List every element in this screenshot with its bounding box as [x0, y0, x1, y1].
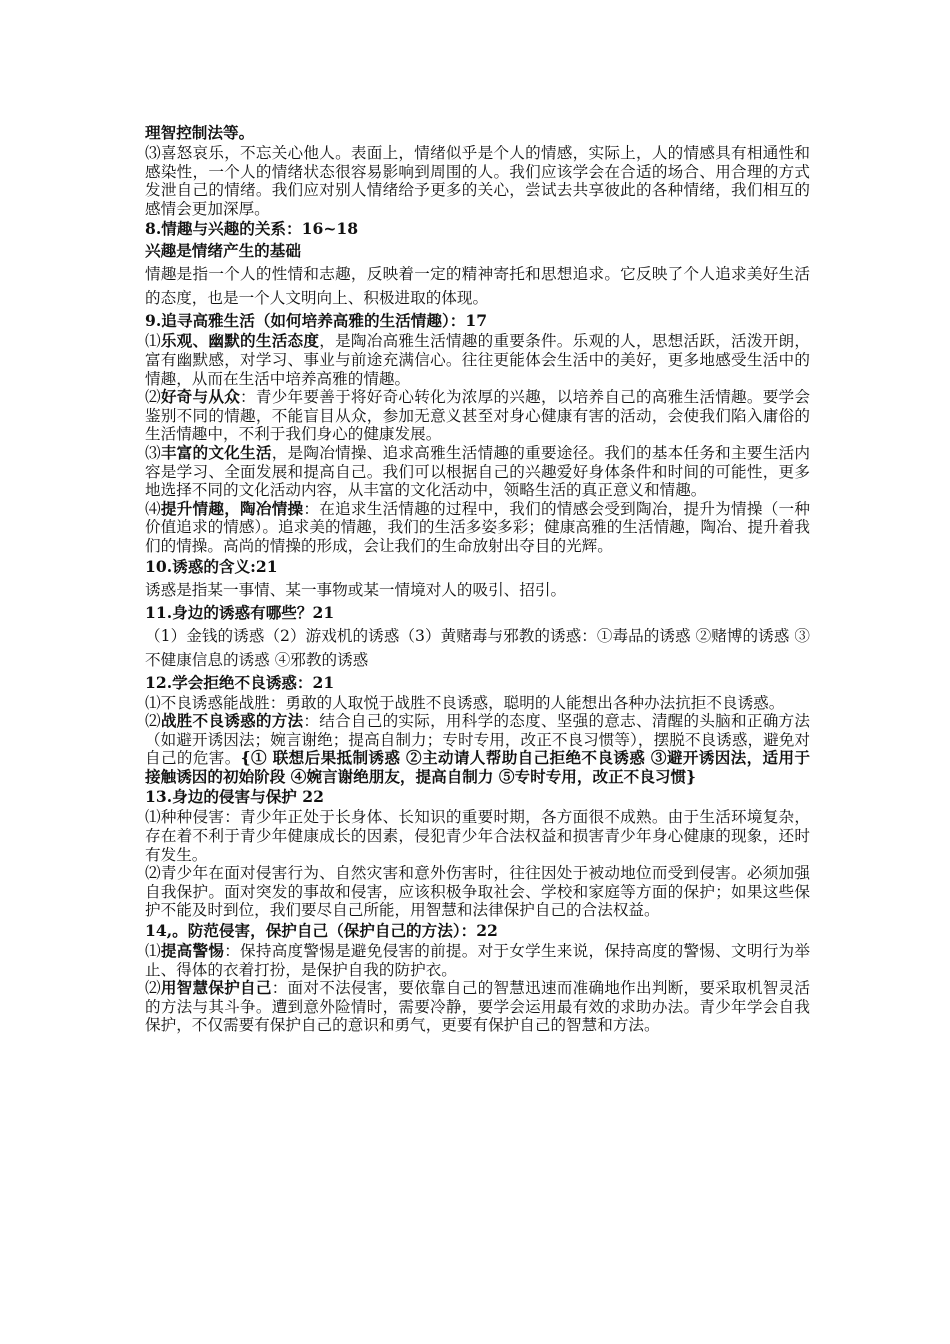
bold-term: 提高警惕	[160, 941, 225, 961]
heading-8: 8.情趣与兴趣的关系：16~18	[145, 219, 359, 239]
list-marker: ⑶	[145, 144, 161, 162]
heading-14: 14,。防范侵害，保护自己（保护自己的方法）：22	[145, 921, 498, 941]
document-page	[145, 118, 810, 1035]
list-marker: ⑵	[145, 712, 161, 731]
bold-term: 用智慧保护自己	[160, 978, 272, 998]
paragraph-10: 诱惑是指某一事情、某一事物或某一情境对人的吸引、招引。	[145, 580, 567, 599]
paragraph-text: ：保持高度警惕是避免侵害的前提。对于女学生来说，保持高度的警惕、文明行为举止、得体的衣着打扮，是保护自我的防护衣。	[145, 942, 810, 979]
bold-term: 战胜不良诱惑的方法	[160, 711, 304, 731]
paragraph-text: ：结合自己的实际，用科学的态度、坚强的意志、清醒的头脑和正确方法（如避开诱因法；婉言谢绝；提高自制力；专时专用，改正不良习惯等），摆脱不良诱惑，避免对自己的危害。	[145, 712, 810, 768]
paragraph-9-4	[145, 500, 810, 556]
bold-term: 乐观、幽默的生活态度	[160, 331, 320, 351]
paragraph-text: 不良诱惑能战胜：勇敢的人取悦于战胜不良诱惑，聪明的人能想出各种办法抗拒不良诱惑。	[160, 693, 785, 712]
paragraph-text: ，是陶冶高雅生活情趣的重要条件。乐观的人，思想活跃，活泼开朗，富有幽默感，对学习、事业与前途充满信心。往往更能体会生活中的美好，更多地感受生活中的情趣，从而在生活中培养高雅的情趣。	[145, 332, 810, 388]
paragraph-7-3	[145, 144, 810, 218]
paragraph-text: ：青少年要善于将好奇心转化为浓厚的兴趣，以培养自己的高雅生活情趣。要学会鉴别不同的情趣，不能盲目从众，参加无意义甚至对身心健康有害的活动，会使我们陷入庸俗的生活情趣中，不利于我们身心的健康发展。	[145, 388, 810, 444]
list-marker: ⑵	[145, 388, 161, 407]
list-marker: ⑴	[145, 808, 161, 827]
list-marker: ⑴	[145, 693, 161, 712]
paragraph-text: ：面对不法侵害，要依靠自己的智慧迅速而准确地作出判断，要采取机智灵活的方法与其斗争。遭到意外险情时，需要冷静，要学会运用最有效的求助办法。青少年学会自我保护，不仅需要有保护自己的意识和勇气，更要有保护自己的智慧和方法。	[145, 979, 810, 1035]
paragraph-9-1	[145, 332, 810, 388]
heading-9: 9.追寻高雅生活（如何培养高雅的生活情趣）：17	[145, 311, 488, 331]
list-marker: ⑶	[145, 443, 161, 462]
paragraph-9-3	[145, 444, 810, 500]
bold-term: 丰富的文化生活	[160, 442, 272, 462]
paragraph-12-2	[145, 712, 810, 786]
list-marker: ⑴	[145, 942, 161, 961]
paragraph-9-2	[145, 388, 810, 444]
list-marker: ⑷	[145, 499, 161, 518]
paragraph-text: 青少年在面对侵害行为、自然灾害和意外伤害时，往往因处于被动地位而受到侵害。必须加强自我保护。面对突发的事故和侵害，应该积极争取社会、学校和家庭等方面的保护；如果这些保护不能及时到位，我们要尽自己所能，用智慧和法律保护自己的合法权益。	[145, 864, 810, 920]
paragraph-13-1	[145, 808, 810, 864]
heading-13: 13.身边的侵害与保护 22	[145, 787, 325, 807]
bold-term: 好奇与从众	[160, 387, 241, 407]
list-marker: ⑴	[145, 332, 161, 351]
paragraph-12-1	[145, 694, 810, 713]
paragraph-text: ，是陶冶情操、追求高雅生活情趣的重要途径。我们的基本任务和主要生活内容是学习、全面发展和提高自己。我们可以根据自己的兴趣爱好身体条件和时间的可能性，更多地选择不同的文化活动内容，从丰富的文化活动中，领略生活的真正意义和情趣。	[145, 443, 810, 500]
paragraph-11: （1）金钱的诱惑（2）游戏机的诱惑（3）黄赌毒与邪教的诱惑：①毒品的诱惑 ②赌博的诱惑 ③不健康信息的诱惑 ④邪教的诱惑	[145, 626, 810, 669]
bold-summary: {① 联想后果抵制诱惑 ②主动请人帮助自己拒绝不良诱惑 ③避开诱因法，适用于接触诱因的初始阶段 ④婉言谢绝朋友，提高自制力 ⑤专时专用，改正不良习惯}	[145, 748, 810, 786]
paragraph-13-2	[145, 864, 810, 920]
paragraph-14-1	[145, 942, 810, 979]
paragraph-text: 种种侵害：青少年正处于长身体、长知识的重要时期，各方面很不成熟。由于生活环境复杂，存在着不利于青少年健康成长的因素，侵犯青少年合法权益和损害青少年身心健康的现象，还时有发生。	[145, 808, 810, 864]
heading-11: 11.身边的诱惑有哪些？21	[145, 602, 335, 622]
bold-term: 提升情趣，陶冶情操	[160, 498, 304, 518]
list-marker: ⑵	[145, 864, 161, 883]
paragraph-14-2	[145, 979, 810, 1035]
paragraph-text: ：在追求生活情趣的过程中，我们的情感会受到陶冶，提升为情操（一种价值追求的情感）。追求美的情趣，我们的生活多姿多彩；健康高雅的生活情趣，陶冶、提升着我们的情操。高尚的情操的形成，会让我们的生命放射出夺目的光辉。	[145, 499, 810, 555]
subheading-8: 兴趣是情绪产生的基础	[145, 241, 301, 261]
heading-12: 12.学会拒绝不良诱惑：21	[145, 672, 335, 692]
list-marker: ⑵	[145, 979, 161, 998]
intro-ending: 理智控制法等。	[145, 123, 255, 142]
paragraph-8: 情趣是指一个人的性情和志趣，反映着一定的精神寄托和思想追求。它反映了个人追求美好生活的态度，也是一个人文明向上、积极进取的体现。	[145, 265, 810, 308]
heading-10: 10.诱惑的含义:21	[145, 556, 278, 576]
paragraph-text: 喜怒哀乐，不忘关心他人。表面上，情绪似乎是个人的情感，实际上，人的情感具有相通性和感染性，一个人的情绪状态很容易影响到周围的人。我们应该学会在合适的场合、用合理的方式发泄自己的情绪。我们应对别人情绪给予更多的关心，尝试去共享彼此的各种情绪，我们相互的感情会更加深厚。	[145, 144, 810, 218]
